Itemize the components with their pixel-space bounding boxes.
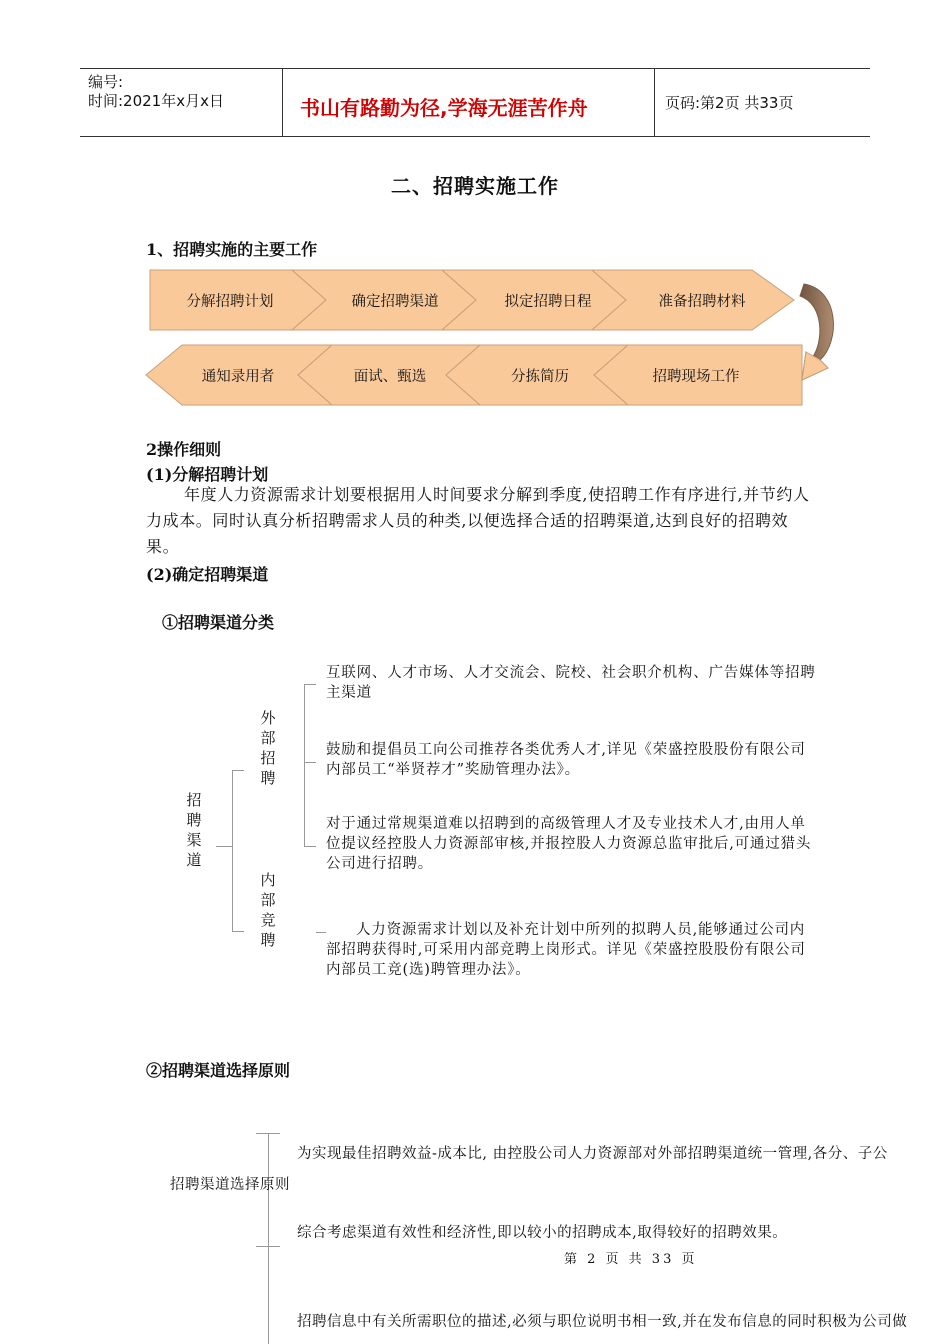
principle-item: 为实现最佳招聘效益-成本比, 由控股公司人力资源部对外部招聘渠道统一管理,各分、子公 xyxy=(297,1146,888,1162)
tree-connector xyxy=(232,931,244,932)
item-heading-channel: (2)确定招聘渠道 xyxy=(146,565,269,584)
doc-time-label: 时间:2021年x月x日 xyxy=(88,92,224,110)
principle-item: 招聘信息中有关所需职位的描述,必须与职位说明书相一致,并在发布信息的同时积极为公司做 xyxy=(297,1314,908,1330)
principle-connector xyxy=(268,1133,269,1344)
tree-root-label: 招聘渠道 xyxy=(186,791,202,869)
item-heading-plan: (1)分解招聘计划 xyxy=(146,465,269,484)
page-footer: 第 2 页 共 33 页 xyxy=(564,1252,698,1267)
doc-number-label: 编号: xyxy=(88,73,124,91)
flow-step-label: 分拣简历 xyxy=(511,369,569,385)
flow-step-label: 面试、甄选 xyxy=(353,369,427,385)
tree-connector xyxy=(216,846,232,847)
tree-connector xyxy=(316,932,326,933)
recruitment-process-diagram xyxy=(140,262,840,412)
principle-root-label: 招聘渠道选择原则 xyxy=(170,1177,290,1193)
channel-principle-heading: ②招聘渠道选择原则 xyxy=(146,1061,291,1080)
tree-connector xyxy=(304,684,305,846)
item-body-plan: 年度人力资源需求计划要根据用人时间要求分解到季度,使招聘工作有序进行,并节约人力成本。同时认真分析招聘需求人员的种类,以便选择合适的招聘渠道,达到良好的招聘效果。 xyxy=(146,485,810,556)
tree-branch-internal: 内部竞聘 xyxy=(260,871,276,949)
flow-step-label: 确定招聘渠道 xyxy=(351,294,439,310)
header-motto: 书山有路勤为径,学海无涯苦作舟 xyxy=(300,96,588,120)
subsection-heading-details: 2操作细则 xyxy=(146,440,222,459)
flow-step-label: 拟定招聘日程 xyxy=(504,294,592,310)
subsection-heading-main-work: 1、招聘实施的主要工作 xyxy=(146,240,318,259)
tree-connector xyxy=(232,770,244,771)
tree-leaf: 对于通过常规渠道难以招聘到的高级管理人才及专业技术人才,由用人单位提议经控股人力资源部审核,并报控股人力资源总监审批后,可通过猎头公司进行招聘。 xyxy=(326,816,812,872)
flow-step-label: 通知录用者 xyxy=(201,369,275,385)
header-divider xyxy=(282,68,283,136)
flow-step-label: 招聘现场工作 xyxy=(652,369,740,385)
tree-connector xyxy=(232,770,233,932)
tree-leaf: 互联网、人才市场、人才交流会、院校、社会职介机构、广告媒体等招聘主渠道 xyxy=(326,665,816,701)
tree-connector xyxy=(304,684,316,685)
header-bottom-border xyxy=(80,136,870,137)
principle-connector xyxy=(256,1133,280,1134)
tree-leaf: 鼓励和提倡员工向公司推荐各类优秀人才,详见《荣盛控股股份有限公司内部员工“举贤荐才”奖励管理办法》。 xyxy=(326,742,806,778)
tree-connector xyxy=(304,846,316,847)
section-title: 二、招聘实施工作 xyxy=(391,174,559,198)
page-info: 页码:第2页 共33页 xyxy=(665,94,794,112)
channel-class-heading: ①招聘渠道分类 xyxy=(162,613,275,632)
principle-connector xyxy=(256,1246,280,1247)
tree-branch-external: 外部招聘 xyxy=(260,709,276,787)
header-divider xyxy=(654,68,655,136)
tree-leaf: 人力资源需求计划以及补充计划中所列的拟聘人员,能够通过公司内部招聘获得时,可采用内部竞聘上岗形式。详见《荣盛控股股份有限公司内部员工竞(选)聘管理办法》。 xyxy=(326,922,806,978)
header-top-border xyxy=(80,68,870,69)
principle-item: 综合考虑渠道有效性和经济性,即以较小的招聘成本,取得较好的招聘效果。 xyxy=(297,1225,788,1241)
tree-connector xyxy=(304,762,316,763)
flow-step-label: 分解招聘计划 xyxy=(186,294,274,310)
flow-step-label: 准备招聘材料 xyxy=(658,294,746,310)
